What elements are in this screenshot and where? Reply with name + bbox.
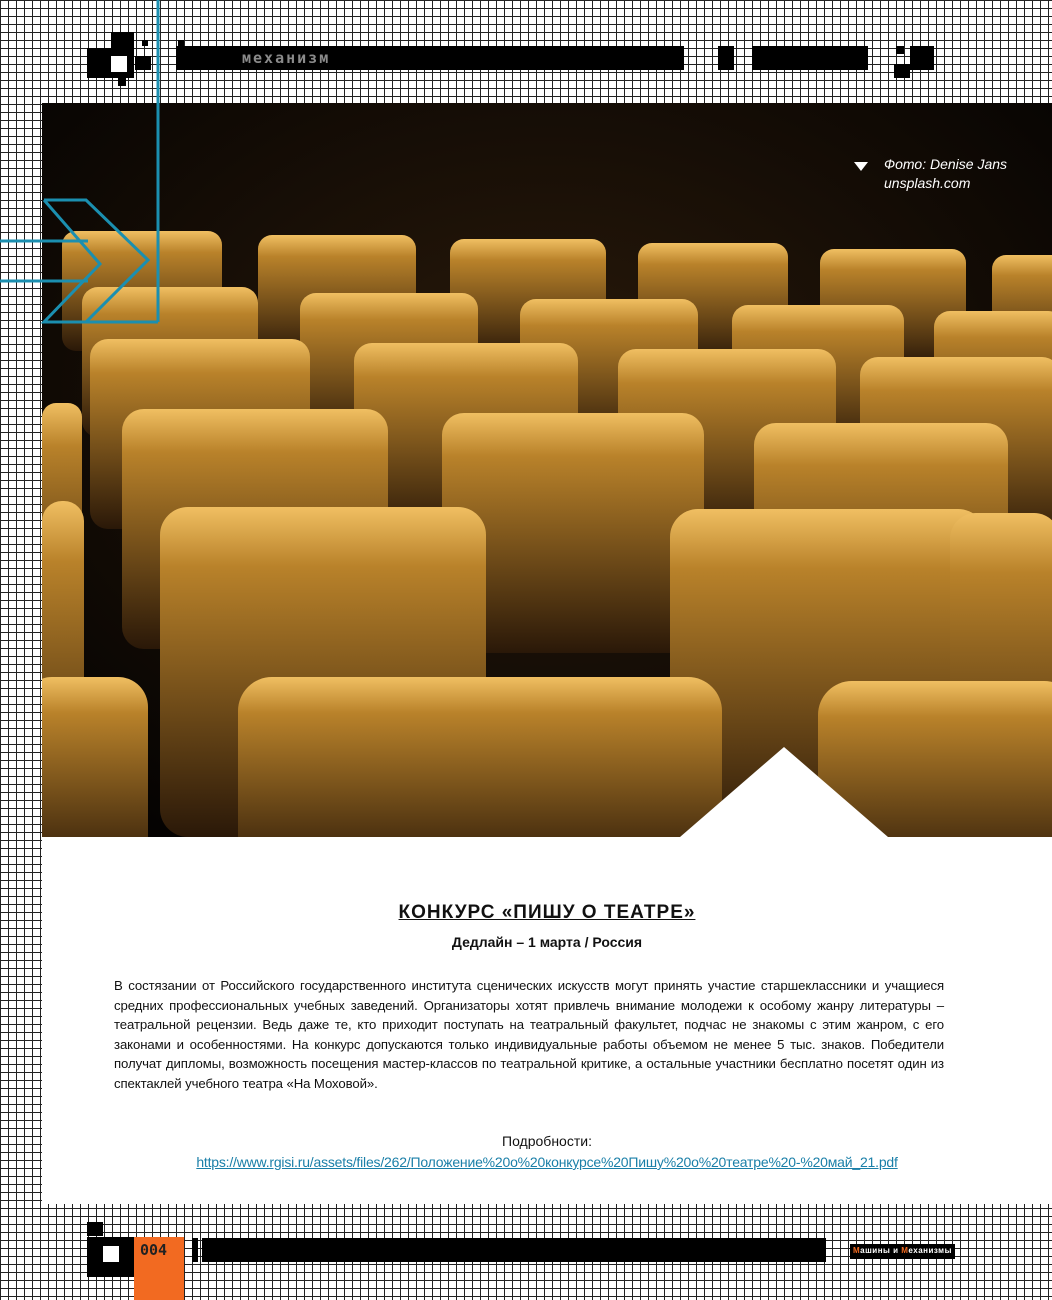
pixel-block bbox=[896, 46, 904, 54]
photo-credit-source: unsplash.com bbox=[884, 175, 971, 191]
pixel-block bbox=[103, 1246, 119, 1262]
article-panel bbox=[42, 837, 1052, 1204]
page-number: 004 bbox=[140, 1241, 168, 1259]
article-body: В состязании от Российского государственного института сценических искусств могут принять участие старшеклассники и учащиеся средних профессиональных учебных заведений. Организаторы хотят привлечь внимание молодежи к особому жанру литературы – театральной рецензии. Ведь даже те, кто приходит поступать на театральный факультет, подчас не знакомы с этим жанром, с его законами и особенностями. На конкурс допускаются только индивидуальные работы объемом не менее 5 тыс. знаков. Победители получат дипломы, возможность посещения мастер-классов по театральной критике, а остальные участники бесплатно посетят один из спектаклей учебного театра «На Моховой». bbox=[114, 978, 944, 1091]
brand-text: еханизмы bbox=[908, 1246, 952, 1255]
brand-letter: М bbox=[853, 1246, 861, 1255]
theater-seats-photo bbox=[42, 103, 1052, 837]
section-label: механизм bbox=[242, 49, 331, 67]
article-deadline: Дедлайн – 1 марта / Россия bbox=[451, 934, 643, 950]
pixel-block bbox=[910, 46, 934, 70]
article-title: КОНКУРС «ПИШУ О ТЕАТРЕ» bbox=[398, 902, 696, 923]
photo-credit bbox=[884, 155, 1007, 193]
photo-credit-author: Фото: Denise Jans bbox=[884, 156, 1008, 172]
details-link[interactable]: https://www.rgisi.ru/assets/files/262/Положение%20о%20конкурсе%20Пишу%20о%20театре%20-%20май_21.pdf bbox=[196, 1154, 898, 1170]
theater-seats-illustration bbox=[42, 103, 1052, 837]
brand-letter: М bbox=[901, 1246, 909, 1255]
footer-bar bbox=[202, 1238, 826, 1262]
cyan-chevron-decoration bbox=[0, 0, 170, 330]
caption-pointer-icon bbox=[854, 162, 868, 171]
magazine-brand bbox=[850, 1244, 955, 1259]
pixel-block bbox=[894, 64, 910, 78]
header-bar bbox=[176, 46, 684, 70]
pixel-block bbox=[752, 46, 868, 70]
brand-text: ашины и bbox=[860, 1246, 902, 1255]
details-label: Подробности: bbox=[502, 1133, 592, 1149]
pixel-block bbox=[87, 1222, 103, 1236]
pixel-block bbox=[718, 46, 734, 70]
pixel-block bbox=[192, 1238, 198, 1262]
page-number-badge bbox=[134, 1237, 184, 1300]
